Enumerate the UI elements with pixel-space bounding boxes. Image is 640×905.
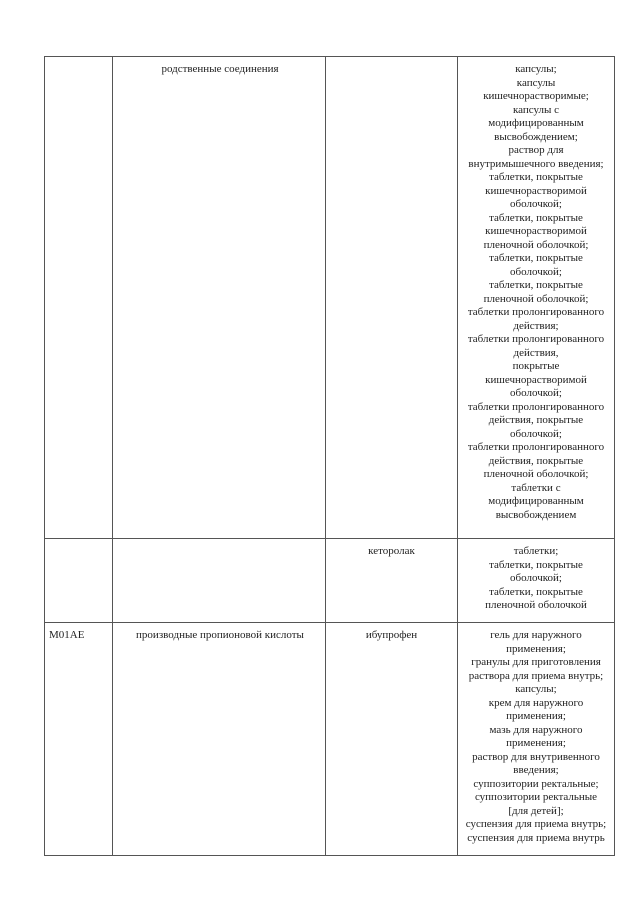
dosage-form-line: внутримышечного введения; — [468, 157, 604, 170]
drug-name-cell — [326, 57, 458, 539]
dosage-form-line: капсулы с — [512, 103, 560, 116]
group-name-cell: производные пропионовой кислоты — [113, 623, 326, 856]
dosage-form-line: таблетки, покрытые — [489, 211, 583, 224]
atc-code-cell — [45, 539, 113, 623]
dosage-form-line: покрытые — [512, 360, 560, 372]
group-name-cell — [113, 539, 326, 623]
dosage-form-line: модифицированным — [488, 495, 584, 507]
dosage-form-line: применения; — [506, 642, 566, 655]
dosage-form-line: пленочной оболочкой; — [483, 238, 589, 251]
dosage-form-line: оболочкой; — [510, 265, 562, 278]
table-row — [45, 623, 615, 856]
dosage-forms-cell — [458, 57, 615, 539]
dosage-form-line: модифицированным — [488, 117, 584, 129]
dosage-form-line: оболочкой; — [510, 572, 562, 584]
dosage-form-line: таблетки пролонгированного — [467, 400, 605, 413]
dosage-forms-cell — [458, 539, 615, 623]
dosage-form-line: пленочной оболочкой; — [483, 468, 589, 480]
dosage-form-line: пленочной оболочкой — [485, 599, 587, 611]
dosage-form-line: капсулы; — [515, 683, 557, 695]
dosage-form-line: раствора для приема внутрь; — [468, 669, 604, 682]
dosage-form-line: оболочкой; — [510, 387, 562, 399]
dosage-form-line: применения; — [506, 737, 566, 749]
dosage-form-line: таблетки с — [511, 481, 561, 494]
dosage-form-line: раствор для внутривенного — [472, 750, 600, 763]
dosage-form-line: действия, покрытые — [488, 454, 584, 467]
dosage-form-line: действия, — [513, 346, 559, 359]
dosage-form-line: суппозитории ректальные — [474, 791, 598, 803]
atc-code-cell: M01AE — [45, 623, 113, 856]
drug-table — [44, 56, 615, 856]
dosage-form-line: пленочной оболочкой; — [483, 292, 589, 305]
dosage-form-line: суспензия для приема внутрь — [467, 831, 605, 844]
dosage-form-line: таблетки пролонгированного — [467, 306, 605, 318]
dosage-form-line: кишечнорастворимой — [485, 373, 587, 386]
dosage-forms-cell — [458, 623, 615, 856]
dosage-form-line: мазь для наружного — [489, 723, 583, 736]
dosage-form-line: кишечнорастворимой — [485, 184, 587, 197]
dosage-form-line: высвобождением — [495, 508, 577, 521]
atc-code-cell — [45, 57, 113, 539]
dosage-form-line: гель для наружного — [490, 629, 582, 641]
dosage-form-line: [для детей]; — [508, 804, 564, 817]
dosage-form-line: таблетки, покрытые — [489, 171, 583, 183]
dosage-form-line: кишечнорастворимой — [485, 225, 587, 237]
drug-name-cell: ибупрофен — [326, 623, 458, 856]
dosage-form-line: суспензия для приема внутрь; — [465, 818, 607, 830]
dosage-form-line: действия, покрытые — [488, 414, 584, 426]
table-row — [45, 57, 615, 539]
dosage-form-line: таблетки, покрытые — [489, 252, 583, 264]
dosage-form-line: таблетки, покрытые — [489, 558, 583, 571]
dosage-form-line: введения; — [513, 764, 559, 776]
dosage-form-line: капсулы — [516, 76, 556, 89]
group-name-cell: родственные соединения — [113, 57, 326, 539]
dosage-form-line: таблетки; — [513, 545, 559, 557]
dosage-form-line: применения; — [506, 710, 566, 722]
dosage-form-line: гранулы для приготовления — [471, 656, 601, 668]
dosage-form-line: действия; — [513, 319, 559, 332]
dosage-form-line: таблетки, покрытые — [489, 585, 583, 598]
dosage-form-line: суппозитории ректальные; — [473, 777, 599, 790]
drug-name-cell: кеторолак — [326, 539, 458, 623]
dosage-form-line: таблетки пролонгированного — [467, 333, 605, 345]
dosage-form-line: таблетки пролонгированного — [467, 441, 605, 453]
dosage-form-line: высвобождением; — [494, 130, 578, 143]
dosage-form-line: кишечнорастворимые; — [483, 90, 589, 102]
table-body — [45, 57, 615, 856]
dosage-form-line: оболочкой; — [510, 427, 562, 440]
dosage-form-line: крем для наружного — [488, 696, 584, 709]
dosage-form-line: оболочкой; — [510, 198, 562, 210]
table-row — [45, 539, 615, 623]
dosage-form-line: раствор для — [508, 144, 564, 156]
dosage-form-line: таблетки, покрытые — [489, 279, 583, 291]
dosage-form-line: капсулы; — [515, 63, 557, 75]
